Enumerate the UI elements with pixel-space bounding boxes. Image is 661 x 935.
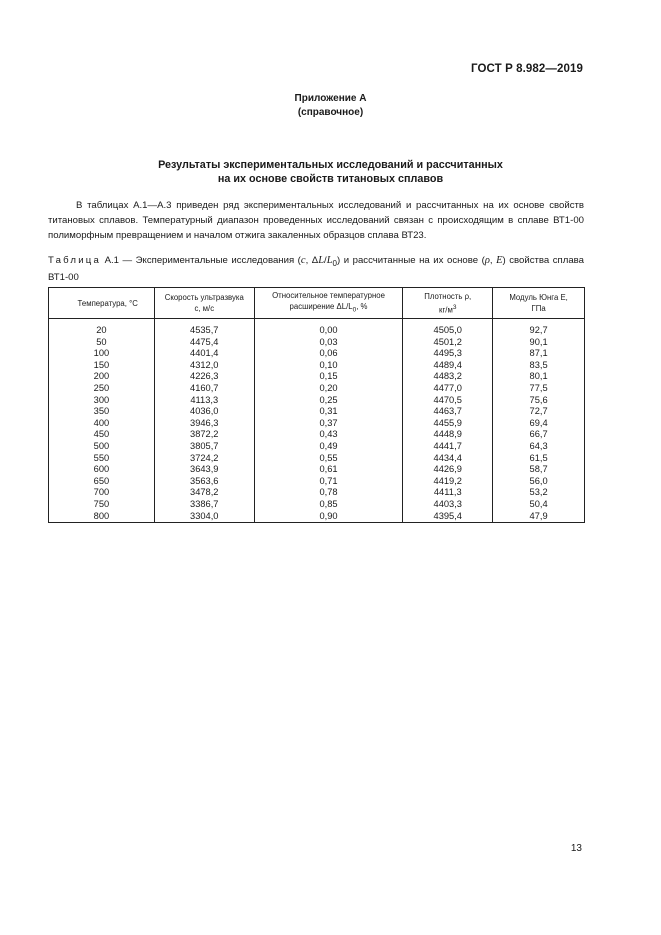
cell-expansion: 0,78 — [254, 487, 403, 499]
cell-modulus: 77,5 — [493, 383, 585, 395]
page-number: 13 — [570, 843, 582, 854]
cell-density: 4395,4 — [403, 511, 493, 523]
cell-expansion: 0,90 — [254, 511, 403, 523]
table-row — [49, 348, 585, 360]
table-row — [49, 499, 585, 511]
cell-speed: 4160,7 — [154, 383, 254, 395]
cell-speed: 4475,4 — [154, 337, 254, 349]
cell-temperature: 350 — [49, 406, 155, 418]
header-density-line-2 — [406, 302, 489, 316]
cell-modulus: 47,9 — [493, 511, 585, 523]
cell-expansion: 0,25 — [254, 395, 403, 407]
cell-density: 4470,5 — [403, 395, 493, 407]
cell-speed: 3805,7 — [154, 441, 254, 453]
table-row — [49, 453, 585, 465]
cell-density: 4448,9 — [403, 429, 493, 441]
cell-temperature: 400 — [49, 418, 155, 430]
cell-expansion: 0,20 — [254, 383, 403, 395]
cell-temperature: 750 — [49, 499, 155, 511]
cell-temperature: 50 — [49, 337, 155, 349]
cell-modulus: 72,7 — [493, 406, 585, 418]
cell-density: 4463,7 — [403, 406, 493, 418]
cell-modulus: 50,4 — [493, 499, 585, 511]
table-row — [49, 319, 585, 337]
caption-slash: / — [324, 255, 327, 266]
caption-label: Таблица — [48, 255, 102, 266]
cell-speed: 3643,9 — [154, 464, 254, 476]
caption-var-rho: ρ — [484, 255, 490, 266]
caption-var-c: c — [300, 255, 306, 266]
cell-temperature: 300 — [49, 395, 155, 407]
cell-modulus: 66,7 — [493, 429, 585, 441]
cell-density: 4441,7 — [403, 441, 493, 453]
cell-density: 4455,9 — [403, 418, 493, 430]
caption-number: А.1 — [104, 255, 119, 266]
caption-text-middle: ) и рассчитанные на их основе ( — [337, 255, 485, 266]
cell-speed: 4036,0 — [154, 406, 254, 418]
table-row — [49, 476, 585, 488]
cell-density: 4495,3 — [403, 348, 493, 360]
header-density-unit: кг/м — [439, 305, 453, 315]
cell-expansion: 0,55 — [254, 453, 403, 465]
cell-speed: 3872,2 — [154, 429, 254, 441]
table-row — [49, 429, 585, 441]
cell-modulus: 64,3 — [493, 441, 585, 453]
header-expansion-line-2 — [258, 301, 400, 316]
cell-temperature: 450 — [49, 429, 155, 441]
cell-density: 4434,4 — [403, 453, 493, 465]
table-row — [49, 464, 585, 476]
cell-density: 4419,2 — [403, 476, 493, 488]
cell-speed: 3563,6 — [154, 476, 254, 488]
table-row — [49, 395, 585, 407]
cell-speed: 3724,2 — [154, 453, 254, 465]
header-speed — [154, 288, 254, 319]
header-expansion-text: расширение ΔL/L — [289, 302, 353, 312]
cell-density: 4489,4 — [403, 360, 493, 372]
table-body — [49, 319, 585, 523]
cell-density: 4483,2 — [403, 371, 493, 383]
caption-comma-1: , — [305, 255, 312, 266]
appendix-subtitle: (справочное) — [297, 107, 364, 118]
cell-temperature: 650 — [49, 476, 155, 488]
cell-temperature: 250 — [49, 383, 155, 395]
cell-temperature: 100 — [49, 348, 155, 360]
cell-expansion: 0,06 — [254, 348, 403, 360]
cell-expansion: 0,37 — [254, 418, 403, 430]
cell-speed: 4113,3 — [154, 395, 254, 407]
header-density — [403, 288, 493, 319]
caption-comma-2: , — [489, 255, 497, 266]
cell-modulus: 53,2 — [493, 487, 585, 499]
cell-expansion: 0,49 — [254, 441, 403, 453]
table-caption — [48, 254, 584, 285]
cell-density: 4411,3 — [403, 487, 493, 499]
header-temperature: Температура, °С — [49, 288, 155, 319]
cell-expansion: 0,31 — [254, 406, 403, 418]
header-modulus-line-2: ГПа — [531, 304, 546, 313]
cell-speed: 4312,0 — [154, 360, 254, 372]
cell-modulus: 69,4 — [493, 418, 585, 430]
header-speed-line-1: Скорость ультразвука — [164, 293, 244, 302]
cell-modulus: 80,1 — [493, 371, 585, 383]
header-density-sup: 3 — [452, 303, 457, 311]
header-expansion-unit: , % — [356, 302, 368, 312]
caption-text-before: — Экспериментальные исследования ( — [118, 255, 301, 266]
caption-delta: Δ — [311, 255, 319, 266]
cell-density: 4477,0 — [403, 383, 493, 395]
cell-expansion: 0,03 — [254, 337, 403, 349]
cell-expansion: 0,10 — [254, 360, 403, 372]
cell-temperature: 550 — [49, 453, 155, 465]
header-expansion-line-1: Относительное температурное — [272, 291, 385, 301]
table-header-row — [49, 288, 585, 319]
section-title-line-1: Результаты экспериментальных исследований и рассчитанных — [158, 159, 503, 171]
cell-density: 4403,3 — [403, 499, 493, 511]
table-row — [49, 383, 585, 395]
cell-modulus: 56,0 — [493, 476, 585, 488]
cell-modulus: 87,1 — [493, 348, 585, 360]
cell-density: 4426,9 — [403, 464, 493, 476]
table-row — [49, 337, 585, 349]
cell-density: 4501,2 — [403, 337, 493, 349]
header-expansion-sub: 0 — [352, 306, 357, 314]
cell-modulus: 83,5 — [493, 360, 585, 372]
header-modulus-line-1: Модуль Юнга E, — [509, 293, 568, 302]
cell-speed: 4226,3 — [154, 371, 254, 383]
cell-expansion: 0,15 — [254, 371, 403, 383]
table-row — [49, 441, 585, 453]
caption-sub-0: 0 — [332, 258, 337, 268]
caption-var-e: E — [496, 255, 503, 266]
caption-var-l0: L — [326, 255, 333, 266]
table-row — [49, 406, 585, 418]
cell-expansion: 0,00 — [254, 319, 403, 337]
table-row — [49, 511, 585, 523]
caption-var-l: L — [318, 255, 325, 266]
table-row — [49, 487, 585, 499]
cell-expansion: 0,85 — [254, 499, 403, 511]
intro-paragraph: В таблицах А.1—А.3 приведен ряд экспериментальных исследований и рассчитанных на их основе свойств титановых сплавов. Температурный диапазон проведенных исследований связан с происходящим в сплаве ВТ1-00 полиморфным превращением и началом отжига закаленных образцов сплава ВТ23. — [48, 200, 584, 241]
cell-speed: 4535,7 — [154, 319, 254, 337]
cell-temperature: 20 — [49, 319, 155, 337]
caption-text-end: ) свойства сплава ВТ1-00 — [48, 255, 584, 283]
cell-modulus: 58,7 — [493, 464, 585, 476]
cell-speed: 3304,0 — [154, 511, 254, 523]
cell-modulus: 92,7 — [493, 319, 585, 337]
cell-speed: 4401,4 — [154, 348, 254, 360]
cell-speed: 3478,2 — [154, 487, 254, 499]
cell-expansion: 0,61 — [254, 464, 403, 476]
cell-expansion: 0,43 — [254, 429, 403, 441]
table-row — [49, 360, 585, 372]
appendix-title: Приложение А — [294, 93, 367, 104]
table-row — [49, 371, 585, 383]
cell-speed: 3946,3 — [154, 418, 254, 430]
cell-modulus: 75,6 — [493, 395, 585, 407]
header-modulus — [493, 288, 585, 319]
cell-expansion: 0,71 — [254, 476, 403, 488]
cell-temperature: 600 — [49, 464, 155, 476]
cell-temperature: 800 — [49, 511, 155, 523]
header-expansion — [254, 288, 403, 319]
section-title — [0, 158, 661, 186]
cell-density: 4505,0 — [403, 319, 493, 337]
section-title-line-2: на их основе свойств титановых сплавов — [217, 173, 444, 185]
standard-number: ГОСТ Р 8.982—2019 — [471, 63, 583, 75]
cell-temperature: 150 — [49, 360, 155, 372]
cell-modulus: 90,1 — [493, 337, 585, 349]
properties-table — [48, 287, 585, 523]
appendix-heading — [0, 92, 661, 120]
cell-temperature: 700 — [49, 487, 155, 499]
cell-temperature: 500 — [49, 441, 155, 453]
table-row — [49, 418, 585, 430]
cell-speed: 3386,7 — [154, 499, 254, 511]
cell-temperature: 200 — [49, 371, 155, 383]
cell-modulus: 61,5 — [493, 453, 585, 465]
header-speed-line-2: c, м/с — [194, 304, 215, 313]
header-density-line-1: Плотность ρ, — [424, 291, 472, 301]
